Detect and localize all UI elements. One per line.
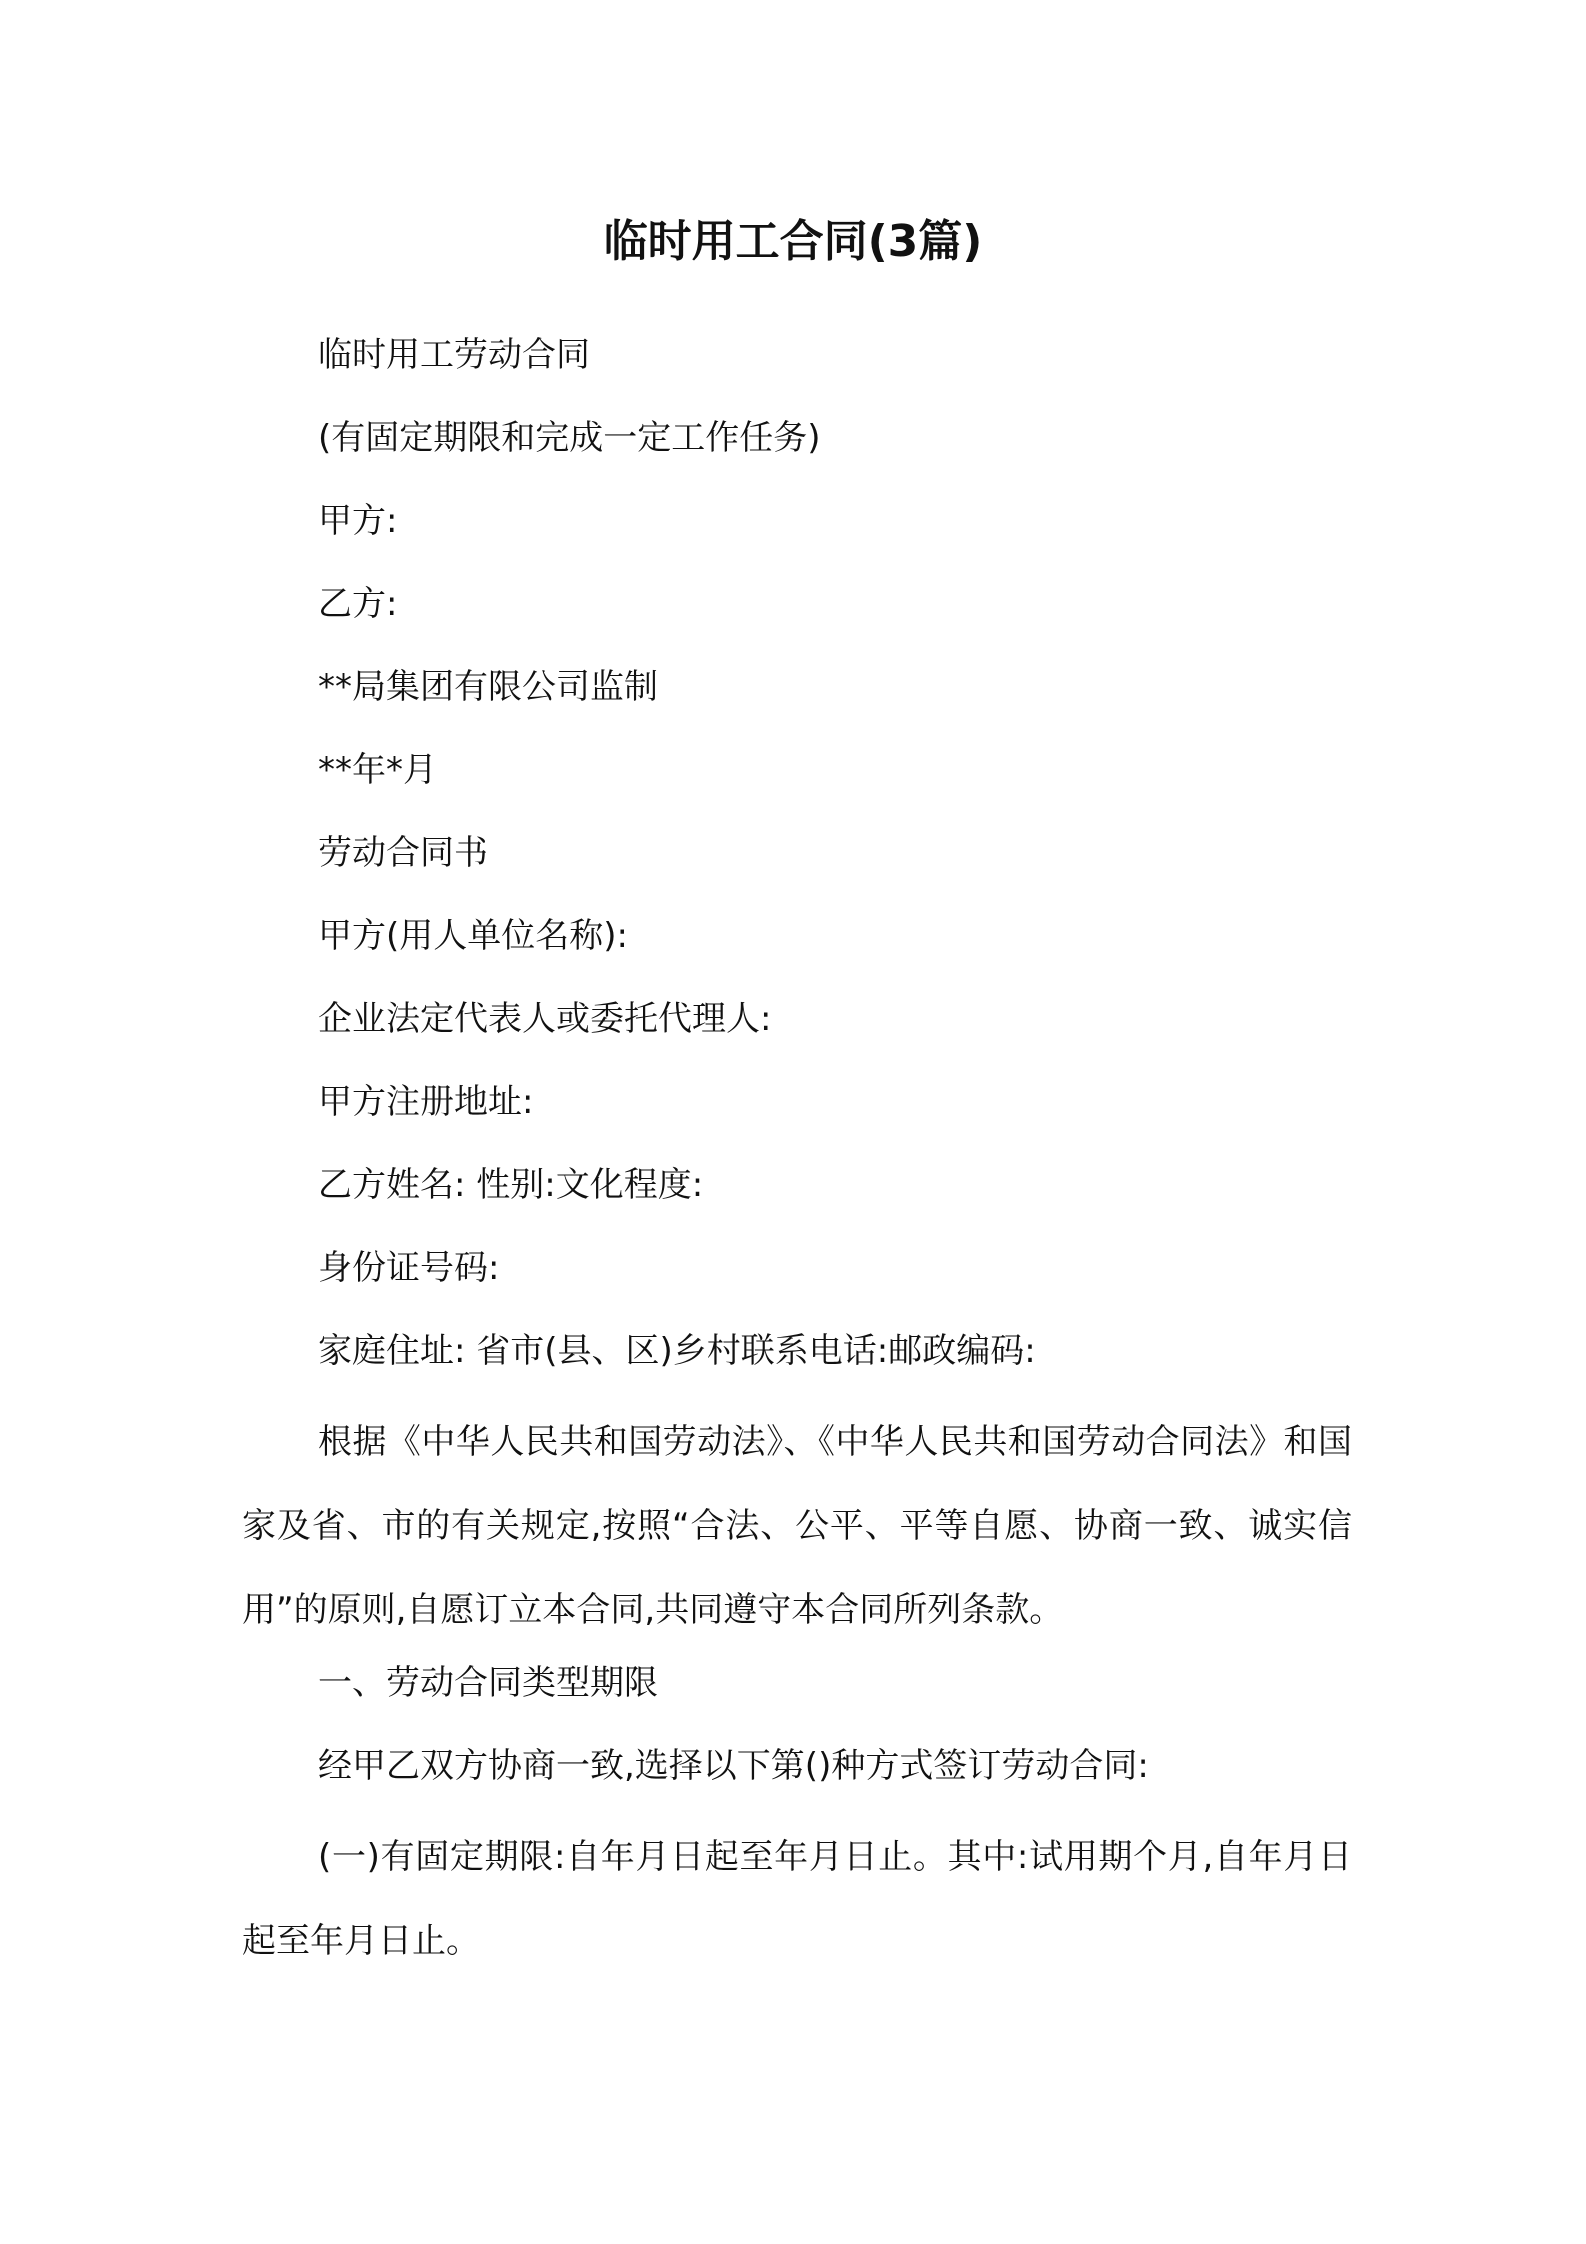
contract-subtitle: 临时用工劳动合同: [318, 335, 590, 375]
supervisor-line: **局集团有限公司监制: [318, 667, 658, 707]
employer-name-field: 甲方(用人单位名称):: [318, 916, 628, 956]
party-a-label: 甲方:: [318, 501, 398, 541]
section-1-intro: 经甲乙双方协商一致,选择以下第()种方式签订劳动合同:: [318, 1746, 1149, 1786]
contract-type-note: (有固定期限和完成一定工作任务): [318, 418, 821, 458]
document-title: 临时用工合同(3篇): [603, 216, 983, 267]
id-number-field: 身份证号码:: [318, 1248, 500, 1288]
employee-info-field: 乙方姓名: 性别:文化程度:: [318, 1165, 704, 1205]
preamble-paragraph: 根据《中华人民共和国劳动法》、《中华人民共和国劳动合同法》和国家及省、市的有关规定,按照“合法、公平、平等自愿、协商一致、诚实信用”的原则,自愿订立本合同,共同遵守本合同所列条款。: [242, 1422, 1352, 1630]
fixed-term-paragraph: (一)有固定期限:自年月日起至年月日止。其中:试用期个月,自年月日起至年月日止。: [242, 1837, 1352, 1961]
date-line: **年*月: [318, 750, 437, 790]
legal-representative-field: 企业法定代表人或委托代理人:: [318, 999, 772, 1039]
contract-book-heading: 劳动合同书: [318, 833, 488, 873]
employer-address-field: 甲方注册地址:: [318, 1082, 534, 1122]
home-address-field: 家庭住址: 省市(县、区)乡村联系电话:邮政编码:: [318, 1331, 1036, 1371]
party-b-label: 乙方:: [318, 584, 398, 624]
section-1-heading: 一、劳动合同类型期限: [318, 1663, 658, 1703]
